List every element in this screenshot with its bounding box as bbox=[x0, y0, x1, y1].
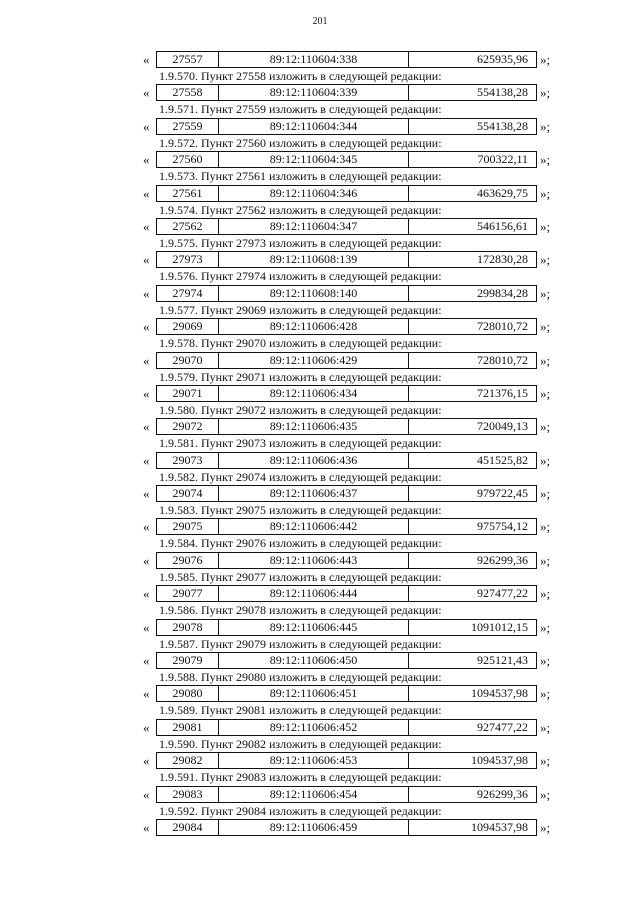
amendment-block bbox=[0, 418, 640, 451]
item-number-cell: 29069 bbox=[157, 319, 219, 334]
open-quote: « bbox=[143, 385, 150, 401]
table-row bbox=[0, 819, 640, 837]
close-quote: »; bbox=[540, 118, 551, 134]
amendment-block bbox=[0, 51, 640, 84]
amendment-block bbox=[0, 652, 640, 685]
table-row bbox=[0, 118, 640, 136]
item-number-cell: 27561 bbox=[157, 186, 219, 201]
table-row bbox=[0, 619, 640, 637]
instruction-line: 1.9.580. Пункт 29072 изложить в следующей редакции: bbox=[159, 402, 442, 417]
table-row bbox=[0, 251, 640, 269]
instruction-line: 1.9.584. Пункт 29076 изложить в следующей редакции: bbox=[159, 536, 442, 551]
instruction-line: 1.9.574. Пункт 27562 изложить в следующей редакции: bbox=[159, 202, 442, 217]
data-table bbox=[156, 151, 537, 168]
amendment-block bbox=[0, 385, 640, 418]
close-quote: »; bbox=[540, 519, 551, 535]
close-quote: »; bbox=[540, 152, 551, 168]
table-row bbox=[0, 185, 640, 203]
data-table bbox=[156, 485, 537, 502]
data-table bbox=[156, 418, 537, 435]
close-quote: »; bbox=[540, 586, 551, 602]
item-number-cell: 29081 bbox=[157, 720, 219, 735]
value-cell: 1094537,98 bbox=[471, 686, 528, 701]
amendment-block bbox=[0, 585, 640, 618]
open-quote: « bbox=[143, 285, 150, 301]
item-number-cell: 29073 bbox=[157, 453, 219, 468]
instruction-line: 1.9.578. Пункт 29070 изложить в следующей редакции: bbox=[159, 336, 442, 351]
item-number-cell: 29079 bbox=[157, 653, 219, 668]
instruction-line: 1.9.590. Пункт 29082 изложить в следующей редакции: bbox=[159, 736, 442, 751]
open-quote: « bbox=[143, 586, 150, 602]
data-table bbox=[156, 385, 537, 402]
cadastral-number-cell: 89:12:110606:435 bbox=[219, 419, 409, 434]
close-quote: »; bbox=[540, 185, 551, 201]
table-row bbox=[0, 552, 640, 570]
data-table bbox=[156, 786, 537, 803]
value-cell: 720049,13 bbox=[477, 419, 528, 434]
table-row bbox=[0, 719, 640, 737]
data-table bbox=[156, 51, 537, 68]
cadastral-number-cell: 89:12:110606:436 bbox=[219, 453, 409, 468]
close-quote: »; bbox=[540, 285, 551, 301]
cadastral-number-cell: 89:12:110606:437 bbox=[219, 486, 409, 501]
value-cell: 700322,11 bbox=[477, 152, 528, 167]
amendment-block bbox=[0, 218, 640, 251]
value-cell: 1091012,15 bbox=[471, 619, 528, 634]
value-cell: 554138,28 bbox=[477, 118, 528, 133]
close-quote: »; bbox=[540, 252, 551, 268]
close-quote: »; bbox=[540, 819, 551, 835]
open-quote: « bbox=[143, 519, 150, 535]
amendment-block bbox=[0, 485, 640, 518]
cadastral-number-cell: 89:12:110606:444 bbox=[219, 586, 409, 601]
close-quote: »; bbox=[540, 419, 551, 435]
table-row bbox=[0, 51, 640, 69]
open-quote: « bbox=[143, 552, 150, 568]
cadastral-number-cell: 89:12:110608:140 bbox=[219, 286, 409, 301]
cadastral-number-cell: 89:12:110604:346 bbox=[219, 186, 409, 201]
data-table bbox=[156, 819, 537, 836]
open-quote: « bbox=[143, 352, 150, 368]
item-number-cell: 29070 bbox=[157, 353, 219, 368]
instruction-line: 1.9.592. Пункт 29084 изложить в следующей редакции: bbox=[159, 803, 442, 818]
close-quote: »; bbox=[540, 552, 551, 568]
document-body bbox=[0, 51, 640, 852]
open-quote: « bbox=[143, 819, 150, 835]
close-quote: »; bbox=[540, 352, 551, 368]
data-table bbox=[156, 585, 537, 602]
value-cell: 728010,72 bbox=[477, 352, 528, 367]
instruction-line: 1.9.575. Пункт 27973 изложить в следующей редакции: bbox=[159, 235, 442, 250]
item-number-cell: 27562 bbox=[157, 219, 219, 234]
table-row bbox=[0, 318, 640, 336]
instruction-line: 1.9.577. Пункт 29069 изложить в следующей редакции: bbox=[159, 302, 442, 317]
instruction-line: 1.9.573. Пункт 27561 изложить в следующей редакции: bbox=[159, 169, 442, 184]
cadastral-number-cell: 89:12:110606:445 bbox=[219, 620, 409, 635]
amendment-block bbox=[0, 619, 640, 652]
item-number-cell: 29072 bbox=[157, 419, 219, 434]
open-quote: « bbox=[143, 486, 150, 502]
instruction-line: 1.9.591. Пункт 29083 изложить в следующей редакции: bbox=[159, 770, 442, 785]
open-quote: « bbox=[143, 653, 150, 669]
cadastral-number-cell: 89:12:110606:451 bbox=[219, 686, 409, 701]
cadastral-number-cell: 89:12:110606:429 bbox=[219, 353, 409, 368]
table-row bbox=[0, 652, 640, 670]
close-quote: »; bbox=[540, 52, 551, 67]
close-quote: »; bbox=[540, 653, 551, 669]
close-quote: »; bbox=[540, 486, 551, 502]
data-table bbox=[156, 185, 537, 202]
value-cell: 927477,22 bbox=[477, 586, 528, 601]
instruction-line: 1.9.587. Пункт 29079 изложить в следующей редакции: bbox=[159, 636, 442, 651]
amendment-block bbox=[0, 518, 640, 551]
open-quote: « bbox=[143, 185, 150, 201]
cadastral-number-cell: 89:12:110606:453 bbox=[219, 753, 409, 768]
item-number-cell: 29071 bbox=[157, 386, 219, 401]
open-quote: « bbox=[143, 452, 150, 468]
table-row bbox=[0, 752, 640, 770]
value-cell: 975754,12 bbox=[477, 519, 528, 534]
open-quote: « bbox=[143, 85, 150, 101]
open-quote: « bbox=[143, 753, 150, 769]
cadastral-number-cell: 89:12:110608:139 bbox=[219, 252, 409, 267]
value-cell: 554138,28 bbox=[477, 85, 528, 100]
amendment-block bbox=[0, 151, 640, 184]
value-cell: 925121,43 bbox=[477, 653, 528, 668]
item-number-cell: 29077 bbox=[157, 586, 219, 601]
instruction-line: 1.9.588. Пункт 29080 изложить в следующей редакции: bbox=[159, 670, 442, 685]
data-table bbox=[156, 318, 537, 335]
cadastral-number-cell: 89:12:110606:434 bbox=[219, 386, 409, 401]
value-cell: 1094537,98 bbox=[471, 819, 528, 834]
cadastral-number-cell: 89:12:110604:347 bbox=[219, 219, 409, 234]
value-cell: 926299,36 bbox=[477, 786, 528, 801]
amendment-block bbox=[0, 685, 640, 718]
cadastral-number-cell: 89:12:110606:452 bbox=[219, 720, 409, 735]
item-number-cell: 27558 bbox=[157, 85, 219, 100]
item-number-cell: 27973 bbox=[157, 252, 219, 267]
value-cell: 299834,28 bbox=[477, 285, 528, 300]
close-quote: »; bbox=[540, 85, 551, 101]
open-quote: « bbox=[143, 686, 150, 702]
data-table bbox=[156, 619, 537, 636]
open-quote: « bbox=[143, 52, 150, 67]
value-cell: 979722,45 bbox=[477, 486, 528, 501]
amendment-block bbox=[0, 352, 640, 385]
instruction-line: 1.9.572. Пункт 27560 изложить в следующей редакции: bbox=[159, 135, 442, 150]
close-quote: »; bbox=[540, 719, 551, 735]
data-table bbox=[156, 84, 537, 101]
table-row bbox=[0, 151, 640, 169]
close-quote: »; bbox=[540, 218, 551, 234]
item-number-cell: 29075 bbox=[157, 519, 219, 534]
instruction-line: 1.9.583. Пункт 29075 изложить в следующей редакции: bbox=[159, 503, 442, 518]
data-table bbox=[156, 218, 537, 235]
table-row bbox=[0, 285, 640, 303]
item-number-cell: 29078 bbox=[157, 620, 219, 635]
amendment-block bbox=[0, 285, 640, 318]
item-number-cell: 29084 bbox=[157, 820, 219, 835]
value-cell: 172830,28 bbox=[477, 252, 528, 267]
item-number-cell: 27559 bbox=[157, 119, 219, 134]
open-quote: « bbox=[143, 719, 150, 735]
amendment-block bbox=[0, 251, 640, 284]
instruction-line: 1.9.576. Пункт 27974 изложить в следующей редакции: bbox=[159, 269, 442, 284]
table-row bbox=[0, 518, 640, 536]
instruction-line: 1.9.585. Пункт 29077 изложить в следующей редакции: bbox=[159, 569, 442, 584]
open-quote: « bbox=[143, 419, 150, 435]
table-row bbox=[0, 418, 640, 436]
amendment-block bbox=[0, 719, 640, 752]
open-quote: « bbox=[143, 218, 150, 234]
instruction-line: 1.9.581. Пункт 29073 изложить в следующей редакции: bbox=[159, 436, 442, 451]
cadastral-number-cell: 89:12:110606:443 bbox=[219, 553, 409, 568]
data-table bbox=[156, 352, 537, 369]
instruction-line: 1.9.579. Пункт 29071 изложить в следующей редакции: bbox=[159, 369, 442, 384]
data-table bbox=[156, 652, 537, 669]
amendment-block bbox=[0, 752, 640, 785]
close-quote: »; bbox=[540, 619, 551, 635]
data-table bbox=[156, 118, 537, 135]
cadastral-number-cell: 89:12:110604:339 bbox=[219, 85, 409, 100]
data-table bbox=[156, 752, 537, 769]
data-table bbox=[156, 719, 537, 736]
amendment-block bbox=[0, 84, 640, 117]
item-number-cell: 29074 bbox=[157, 486, 219, 501]
cadastral-number-cell: 89:12:110606:442 bbox=[219, 519, 409, 534]
data-table bbox=[156, 452, 537, 469]
close-quote: »; bbox=[540, 452, 551, 468]
open-quote: « bbox=[143, 152, 150, 168]
amendment-block bbox=[0, 552, 640, 585]
close-quote: »; bbox=[540, 686, 551, 702]
page-number: 201 bbox=[312, 16, 328, 27]
data-table bbox=[156, 285, 537, 302]
cadastral-number-cell: 89:12:110604:338 bbox=[219, 52, 409, 67]
value-cell: 728010,72 bbox=[477, 319, 528, 334]
cadastral-number-cell: 89:12:110604:345 bbox=[219, 152, 409, 167]
value-cell: 451525,82 bbox=[477, 452, 528, 467]
table-row bbox=[0, 485, 640, 503]
close-quote: »; bbox=[540, 385, 551, 401]
data-table bbox=[156, 552, 537, 569]
amendment-block bbox=[0, 318, 640, 351]
cadastral-number-cell: 89:12:110606:454 bbox=[219, 787, 409, 802]
instruction-line: 1.9.570. Пункт 27558 изложить в следующей редакции: bbox=[159, 69, 442, 83]
table-row bbox=[0, 786, 640, 804]
item-number-cell: 29076 bbox=[157, 553, 219, 568]
table-row bbox=[0, 352, 640, 370]
data-table bbox=[156, 685, 537, 702]
value-cell: 926299,36 bbox=[477, 552, 528, 567]
cadastral-number-cell: 89:12:110606:428 bbox=[219, 319, 409, 334]
amendment-block bbox=[0, 819, 640, 852]
amendment-block bbox=[0, 185, 640, 218]
item-number-cell: 29082 bbox=[157, 753, 219, 768]
amendment-block bbox=[0, 786, 640, 819]
item-number-cell: 27974 bbox=[157, 286, 219, 301]
instruction-line: 1.9.582. Пункт 29074 изложить в следующей редакции: bbox=[159, 469, 442, 484]
value-cell: 927477,22 bbox=[477, 719, 528, 734]
close-quote: »; bbox=[540, 319, 551, 335]
table-row bbox=[0, 84, 640, 102]
value-cell: 546156,61 bbox=[477, 218, 528, 233]
amendment-block bbox=[0, 118, 640, 151]
item-number-cell: 27560 bbox=[157, 152, 219, 167]
table-row bbox=[0, 218, 640, 236]
instruction-line: 1.9.586. Пункт 29078 изложить в следующей редакции: bbox=[159, 603, 442, 618]
table-row bbox=[0, 385, 640, 403]
cadastral-number-cell: 89:12:110604:344 bbox=[219, 119, 409, 134]
item-number-cell: 27557 bbox=[157, 52, 219, 67]
instruction-line: 1.9.571. Пункт 27559 изложить в следующей редакции: bbox=[159, 102, 442, 117]
close-quote: »; bbox=[540, 753, 551, 769]
close-quote: »; bbox=[540, 786, 551, 802]
item-number-cell: 29083 bbox=[157, 787, 219, 802]
open-quote: « bbox=[143, 118, 150, 134]
instruction-line: 1.9.589. Пункт 29081 изложить в следующей редакции: bbox=[159, 703, 442, 718]
table-row bbox=[0, 452, 640, 470]
table-row bbox=[0, 685, 640, 703]
value-cell: 463629,75 bbox=[477, 185, 528, 200]
cadastral-number-cell: 89:12:110606:450 bbox=[219, 653, 409, 668]
value-cell: 721376,15 bbox=[477, 385, 528, 400]
open-quote: « bbox=[143, 252, 150, 268]
value-cell: 1094537,98 bbox=[471, 753, 528, 768]
open-quote: « bbox=[143, 786, 150, 802]
value-cell: 625935,96 bbox=[477, 52, 528, 66]
cadastral-number-cell: 89:12:110606:459 bbox=[219, 820, 409, 835]
amendment-block bbox=[0, 452, 640, 485]
table-row bbox=[0, 585, 640, 603]
data-table bbox=[156, 518, 537, 535]
open-quote: « bbox=[143, 319, 150, 335]
open-quote: « bbox=[143, 619, 150, 635]
data-table bbox=[156, 251, 537, 268]
item-number-cell: 29080 bbox=[157, 686, 219, 701]
